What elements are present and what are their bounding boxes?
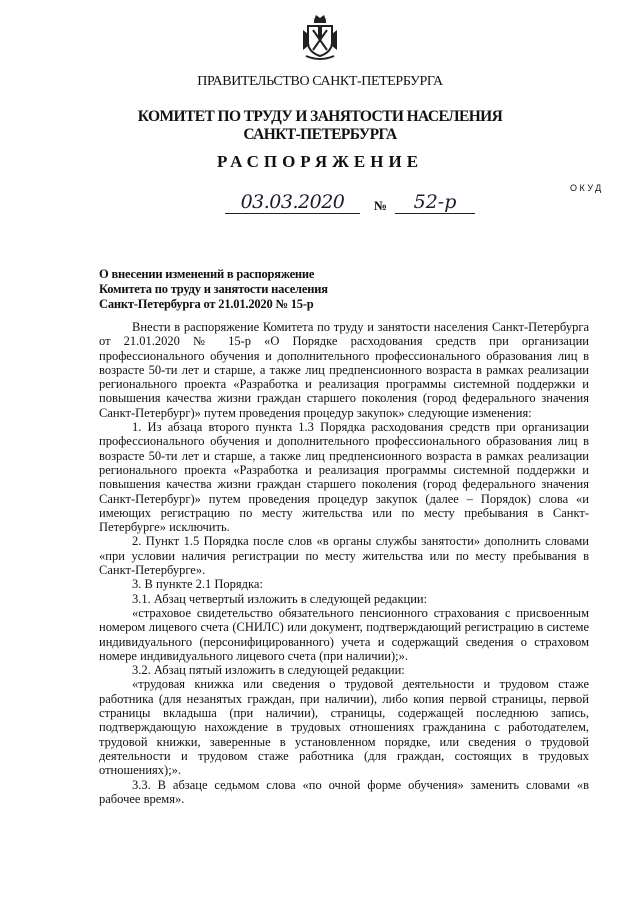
item-3-2-text: «трудовая книжка или сведения о трудовой деятельности и трудовом стаже работника (для незанятых граждан, при наличии), либо копия первой страницы, первой страницы вкладыша (при наличии), страницы, содержащей последнюю запись, подтверждающую нахождение в трудовых отношениях гражданина с работодателем, трудовой книжки, заверенные в установленном порядке, или сведения о трудовой деятельности и трудовом стаже работника (для граждан, состоящих в трудовых отношениях);». bbox=[99, 677, 589, 778]
item-3-3: 3.3. В абзаце седьмом слова «по очной форме обучения» заменить словами «в рабочее время». bbox=[99, 777, 589, 806]
committee-name bbox=[0, 108, 640, 144]
government-name: ПРАВИТЕЛЬСТВО САНКТ-ПЕТЕРБУРГА bbox=[197, 74, 443, 89]
item-3-1-text: «страховое свидетельство обязательного пенсионного страхования с присвоенным номером лицевого счета (СНИЛС) или документ, подтверждающий регистрацию в системе индивидуального (персонифицированного) учета и содержащий сведения о страховом номере индивидуального лицевого счета (при наличии);». bbox=[99, 605, 589, 663]
okud-label: ОКУД bbox=[570, 183, 604, 193]
item-3-1: 3.1. Абзац четвертый изложить в следующей редакции: bbox=[132, 591, 428, 606]
item-3: 3. В пункте 2.1 Порядка: bbox=[132, 577, 263, 592]
document-body bbox=[99, 320, 589, 806]
document-subject bbox=[99, 267, 399, 312]
coat-of-arms-icon bbox=[300, 12, 340, 62]
handwritten-number: 52-р bbox=[395, 191, 475, 214]
intro-paragraph: Внести в распоряжение Комитета по труду и занятости населения Санкт-Петербурга от 21.01.2020 № 15-р «О Порядке расходования средств при организации профессионального обучения и дополнительного профессионального образования лиц в возрасте 50-ти лет и старше, а также лиц предпенсионного возраста в рамках реализации регионального проекта «Разработка и реализация программы системной поддержки и повышения качества жизни граждан старшего поколения (город федерального значения Санкт-Петербург)» путем проведения процедур закупок» следующие изменения: bbox=[99, 320, 589, 420]
item-2: 2. Пункт 1.5 Порядка после слов «в органы службы занятости» дополнить словами «при условии наличия регистрации по месту жительства или по месту пребывания в Санкт-Петербурге». bbox=[99, 534, 589, 578]
item-1: 1. Из абзаца второго пункта 1.3 Порядка расходования средств при организации профессионального обучения и дополнительного профессионального образования лиц в возрасте 50-ти лет и старше, а также лиц предпенсионного возраста в рамках реализации регионального проекта «Разработка и реализация программы системной поддержки и повышения качества жизни граждан старшего поколения (город федерального значения Санкт-Петербург)» путем проведения процедур закупок (далее – Порядок) слова «и имеющих регистрацию по месту жительства или по месту пребывания в Санкт-Петербурге» исключить. bbox=[99, 420, 589, 535]
document-type: РАСПОРЯЖЕНИЕ bbox=[216, 152, 424, 171]
subject-line-1: О внесении изменений в распоряжение bbox=[99, 267, 315, 281]
subject-line-2: Комитета по труду и занятости населения bbox=[99, 282, 328, 296]
committee-line-2: САНКТ-ПЕТЕРБУРГА bbox=[243, 126, 397, 143]
subject-line-3: Санкт-Петербурга от 21.01.2020 № 15-р bbox=[99, 297, 314, 311]
committee-line-1: КОМИТЕТ ПО ТРУДУ И ЗАНЯТОСТИ НАСЕЛЕНИЯ bbox=[137, 108, 503, 125]
number-sign: № bbox=[374, 198, 388, 213]
handwritten-date: 03.03.2020 bbox=[225, 191, 360, 214]
item-3-2: 3.2. Абзац пятый изложить в следующей редакции: bbox=[132, 663, 405, 678]
